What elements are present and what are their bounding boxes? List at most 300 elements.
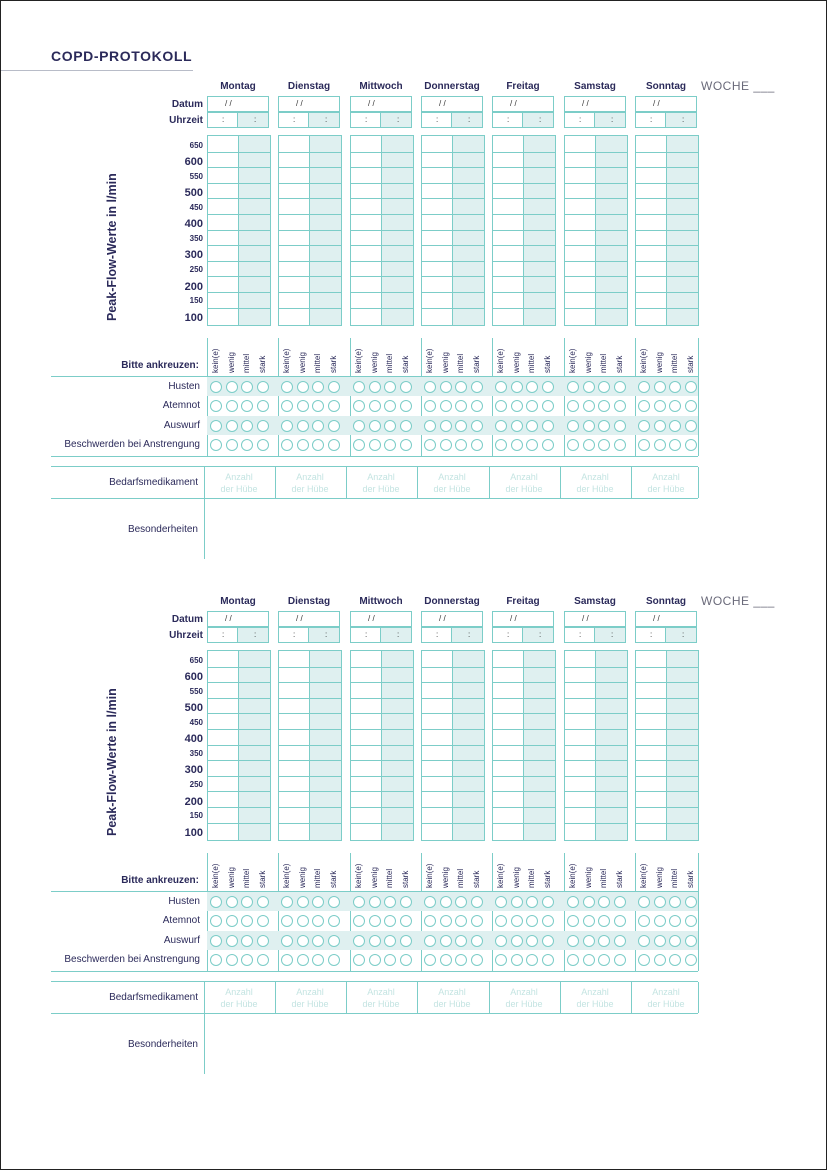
date-separators: / / (582, 614, 589, 623)
severity-checkbox[interactable] (654, 954, 666, 966)
severity-checkbox[interactable] (281, 954, 293, 966)
severity-checkbox[interactable] (297, 935, 309, 947)
severity-checkbox[interactable] (567, 935, 579, 947)
peak-flow-gridline (422, 807, 484, 808)
peak-flow-gridline (636, 167, 698, 168)
puff-count-field[interactable] (277, 471, 343, 495)
puff-count-field[interactable] (633, 471, 699, 495)
severity-checkbox[interactable] (312, 954, 324, 966)
puff-count-field[interactable] (348, 986, 414, 1010)
time-colon-hours: : (365, 630, 368, 639)
day-header-1: Dienstag (287, 81, 331, 92)
severity-checkbox[interactable] (567, 954, 579, 966)
severity-checkbox[interactable] (567, 896, 579, 908)
severity-checkbox[interactable] (241, 400, 253, 412)
column-separator (698, 338, 699, 456)
severity-checkbox[interactable] (471, 915, 483, 927)
time-field[interactable] (278, 112, 340, 128)
severity-checkbox[interactable] (542, 420, 554, 432)
severity-checkbox[interactable] (257, 420, 269, 432)
peak-flow-grid[interactable] (635, 135, 699, 326)
severity-checkbox[interactable] (424, 400, 436, 412)
severity-checkbox[interactable] (685, 420, 697, 432)
severity-checkbox[interactable] (471, 954, 483, 966)
peak-flow-gridline (351, 745, 413, 746)
severity-checkbox[interactable] (567, 420, 579, 432)
severity-checkbox[interactable] (654, 420, 666, 432)
severity-checkbox[interactable] (424, 915, 436, 927)
date-field[interactable] (635, 611, 697, 627)
severity-checkbox[interactable] (369, 420, 381, 432)
severity-checkbox[interactable] (369, 954, 381, 966)
severity-checkbox[interactable] (669, 439, 681, 451)
peak-flow-grid[interactable] (350, 650, 414, 841)
severity-checkbox[interactable] (297, 439, 309, 451)
severity-checkbox[interactable] (495, 420, 507, 432)
date-field[interactable] (278, 96, 340, 112)
severity-checkbox[interactable] (654, 400, 666, 412)
peak-flow-grid[interactable] (421, 135, 485, 326)
column-separator (421, 338, 422, 456)
severity-checkbox[interactable] (210, 400, 222, 412)
severity-checkbox[interactable] (424, 420, 436, 432)
severity-checkbox[interactable] (654, 896, 666, 908)
severity-checkbox[interactable] (567, 381, 579, 393)
time-colon-hours: : (507, 630, 510, 639)
peak-flow-grid[interactable] (564, 135, 628, 326)
puff-count-field[interactable] (562, 471, 628, 495)
severity-checkbox[interactable] (511, 935, 523, 947)
severity-checkbox[interactable] (542, 915, 554, 927)
date-field[interactable] (207, 96, 269, 112)
severity-checkbox[interactable] (583, 935, 595, 947)
date-field[interactable] (350, 611, 412, 627)
severity-checkbox[interactable] (384, 954, 396, 966)
severity-checkbox[interactable] (511, 420, 523, 432)
severity-checkbox[interactable] (210, 954, 222, 966)
severity-checkbox[interactable] (424, 896, 436, 908)
date-field[interactable] (635, 96, 697, 112)
puff-count-field[interactable] (633, 986, 699, 1010)
severity-checkbox[interactable] (384, 400, 396, 412)
severity-checkbox[interactable] (685, 915, 697, 927)
severity-checkbox[interactable] (440, 439, 452, 451)
severity-checkbox[interactable] (542, 439, 554, 451)
severity-checkbox[interactable] (353, 896, 365, 908)
severity-checkbox[interactable] (440, 935, 452, 947)
severity-checkbox[interactable] (210, 420, 222, 432)
severity-checkbox[interactable] (353, 954, 365, 966)
severity-checkbox[interactable] (241, 439, 253, 451)
puff-count-hint-line1: Anzahl (652, 987, 680, 997)
severity-checkbox[interactable] (424, 381, 436, 393)
severity-checkbox[interactable] (638, 381, 650, 393)
time-field[interactable] (635, 627, 697, 643)
severity-checkbox[interactable] (669, 400, 681, 412)
severity-checkbox[interactable] (424, 954, 436, 966)
severity-checkbox[interactable] (583, 954, 595, 966)
severity-checkbox[interactable] (369, 935, 381, 947)
severity-checkbox[interactable] (614, 420, 626, 432)
severity-checkbox[interactable] (328, 935, 340, 947)
severity-checkbox[interactable] (638, 896, 650, 908)
date-field[interactable] (421, 96, 483, 112)
time-field[interactable] (564, 627, 626, 643)
severity-level-label: mittel (527, 353, 536, 373)
severity-checkbox[interactable] (614, 896, 626, 908)
severity-checkbox[interactable] (328, 896, 340, 908)
severity-checkbox[interactable] (369, 896, 381, 908)
day-header-4: Freitag (506, 81, 540, 92)
severity-checkbox[interactable] (471, 420, 483, 432)
severity-checkbox[interactable] (297, 896, 309, 908)
severity-checkbox[interactable] (511, 915, 523, 927)
severity-checkbox[interactable] (638, 420, 650, 432)
severity-checkbox[interactable] (241, 915, 253, 927)
peak-flow-gridline (636, 823, 698, 824)
peak-flow-gridline (636, 713, 698, 714)
severity-level-label: kein(e) (425, 863, 434, 888)
puff-count-field[interactable] (206, 986, 272, 1010)
date-field[interactable] (564, 611, 626, 627)
severity-checkbox[interactable] (638, 935, 650, 947)
peak-flow-grid[interactable] (350, 135, 414, 326)
severity-checkbox[interactable] (384, 915, 396, 927)
severity-checkbox[interactable] (281, 400, 293, 412)
severity-checkbox[interactable] (685, 439, 697, 451)
severity-checkbox[interactable] (455, 915, 467, 927)
severity-checkbox[interactable] (542, 954, 554, 966)
severity-checkbox[interactable] (614, 400, 626, 412)
date-field[interactable] (278, 611, 340, 627)
severity-checkbox[interactable] (654, 915, 666, 927)
severity-checkbox[interactable] (583, 400, 595, 412)
severity-checkbox[interactable] (424, 439, 436, 451)
severity-checkbox[interactable] (440, 915, 452, 927)
peak-flow-tick: 250 (189, 780, 203, 789)
peak-flow-gridline (208, 276, 270, 277)
severity-checkbox[interactable] (685, 954, 697, 966)
peak-flow-grid[interactable] (492, 650, 556, 841)
severity-checkbox[interactable] (669, 915, 681, 927)
severity-checkbox[interactable] (400, 896, 412, 908)
time-field[interactable] (278, 627, 340, 643)
severity-checkbox[interactable] (210, 896, 222, 908)
severity-checkbox[interactable] (614, 935, 626, 947)
severity-checkbox[interactable] (257, 935, 269, 947)
severity-checkbox[interactable] (542, 400, 554, 412)
peak-flow-tick: 250 (189, 265, 203, 274)
severity-checkbox[interactable] (210, 915, 222, 927)
severity-checkbox[interactable] (281, 381, 293, 393)
medication-separator (631, 467, 632, 498)
severity-checkbox[interactable] (328, 439, 340, 451)
peak-flow-gridline (422, 261, 484, 262)
severity-checkbox[interactable] (542, 935, 554, 947)
peak-flow-grid[interactable] (207, 650, 271, 841)
peak-flow-grid[interactable] (207, 135, 271, 326)
severity-checkbox[interactable] (583, 915, 595, 927)
severity-checkbox[interactable] (400, 439, 412, 451)
severity-checkbox[interactable] (669, 954, 681, 966)
severity-checkbox[interactable] (400, 420, 412, 432)
severity-checkbox[interactable] (400, 915, 412, 927)
severity-checkbox[interactable] (654, 439, 666, 451)
severity-checkbox[interactable] (226, 935, 238, 947)
time-minutes-cell (237, 113, 268, 127)
date-field[interactable] (492, 611, 554, 627)
severity-checkbox[interactable] (654, 381, 666, 393)
severity-checkbox[interactable] (226, 439, 238, 451)
severity-checkbox[interactable] (312, 439, 324, 451)
severity-checkbox[interactable] (210, 381, 222, 393)
severity-checkbox[interactable] (685, 381, 697, 393)
severity-checkbox[interactable] (400, 954, 412, 966)
severity-checkbox[interactable] (210, 439, 222, 451)
severity-checkbox[interactable] (297, 420, 309, 432)
peak-flow-grid[interactable] (278, 135, 342, 326)
severity-checkbox[interactable] (598, 400, 610, 412)
severity-checkbox[interactable] (440, 381, 452, 393)
severity-checkbox[interactable] (400, 381, 412, 393)
severity-checkbox[interactable] (583, 896, 595, 908)
date-field[interactable] (207, 611, 269, 627)
day-header-1: Dienstag (287, 596, 331, 607)
severity-checkbox[interactable] (567, 439, 579, 451)
puff-count-field[interactable] (348, 471, 414, 495)
severity-checkbox[interactable] (440, 954, 452, 966)
peak-flow-gridline (422, 713, 484, 714)
severity-checkbox[interactable] (257, 381, 269, 393)
time-field[interactable] (564, 112, 626, 128)
severity-checkbox[interactable] (312, 915, 324, 927)
severity-checkbox[interactable] (353, 935, 365, 947)
puff-count-hint-line2: der Hübe (505, 484, 543, 494)
peak-flow-gridline (422, 745, 484, 746)
severity-checkbox[interactable] (495, 381, 507, 393)
severity-checkbox[interactable] (400, 400, 412, 412)
severity-checkbox[interactable] (312, 400, 324, 412)
severity-checkbox[interactable] (495, 439, 507, 451)
week-number-field[interactable]: WOCHE ___ (701, 594, 775, 608)
severity-checkbox[interactable] (281, 439, 293, 451)
severity-checkbox[interactable] (369, 381, 381, 393)
puff-count-hint-line1: Anzahl (581, 987, 609, 997)
severity-checkbox[interactable] (638, 400, 650, 412)
peak-flow-grid[interactable] (492, 135, 556, 326)
peak-flow-gridline (565, 713, 627, 714)
date-field[interactable] (350, 96, 412, 112)
severity-checkbox[interactable] (654, 935, 666, 947)
peak-flow-grid[interactable] (564, 650, 628, 841)
severity-checkbox[interactable] (471, 381, 483, 393)
severity-checkbox[interactable] (281, 420, 293, 432)
puff-count-field[interactable] (562, 986, 628, 1010)
peak-flow-gridline (208, 807, 270, 808)
severity-checkbox[interactable] (471, 935, 483, 947)
peak-flow-gridline (279, 791, 341, 792)
date-field[interactable] (564, 96, 626, 112)
severity-level-label: wenig (511, 352, 521, 373)
severity-checkbox[interactable] (226, 954, 238, 966)
severity-checkbox[interactable] (567, 915, 579, 927)
severity-checkbox[interactable] (297, 381, 309, 393)
notes-field-border[interactable] (204, 1014, 205, 1074)
date-field[interactable] (492, 96, 554, 112)
severity-checkbox[interactable] (511, 954, 523, 966)
time-field[interactable] (421, 627, 483, 643)
severity-level-label: kein(e) (354, 863, 363, 888)
severity-checkbox[interactable] (297, 954, 309, 966)
severity-checkbox[interactable] (257, 915, 269, 927)
severity-checkbox[interactable] (226, 381, 238, 393)
severity-checkbox[interactable] (567, 400, 579, 412)
peak-flow-gridline (636, 698, 698, 699)
severity-checkbox[interactable] (685, 896, 697, 908)
time-field[interactable] (350, 627, 412, 643)
puff-count-field[interactable] (491, 471, 557, 495)
severity-checkbox[interactable] (495, 896, 507, 908)
peak-flow-grid[interactable] (635, 650, 699, 841)
severity-checkbox[interactable] (353, 420, 365, 432)
puff-count-hint-line2: der Hübe (647, 484, 685, 494)
severity-checkbox[interactable] (583, 381, 595, 393)
day-header-3: Donnerstag (424, 81, 480, 92)
severity-checkbox[interactable] (353, 915, 365, 927)
severity-checkbox[interactable] (226, 420, 238, 432)
puff-count-field[interactable] (206, 471, 272, 495)
severity-checkbox[interactable] (369, 400, 381, 412)
severity-checkbox[interactable] (526, 954, 538, 966)
peak-flow-gridline (422, 667, 484, 668)
date-field[interactable] (421, 611, 483, 627)
day-header-5: Samstag (574, 81, 616, 92)
severity-checkbox[interactable] (471, 439, 483, 451)
puff-count-field[interactable] (277, 986, 343, 1010)
time-field[interactable] (492, 627, 554, 643)
severity-checkbox[interactable] (685, 400, 697, 412)
severity-checkbox[interactable] (471, 896, 483, 908)
time-field[interactable] (421, 112, 483, 128)
severity-checkbox[interactable] (542, 896, 554, 908)
puff-count-field[interactable] (419, 471, 485, 495)
severity-checkbox[interactable] (598, 954, 610, 966)
severity-checkbox[interactable] (614, 915, 626, 927)
severity-checkbox[interactable] (638, 954, 650, 966)
severity-checkbox[interactable] (440, 400, 452, 412)
severity-checkbox[interactable] (210, 935, 222, 947)
severity-checkbox[interactable] (455, 400, 467, 412)
severity-checkbox[interactable] (257, 439, 269, 451)
severity-checkbox[interactable] (511, 896, 523, 908)
severity-checkbox[interactable] (281, 896, 293, 908)
severity-checkbox[interactable] (583, 439, 595, 451)
severity-checkbox[interactable] (495, 915, 507, 927)
peak-flow-axis-label: Peak-Flow-Werte in l/min (105, 688, 119, 836)
severity-checkbox[interactable] (353, 400, 365, 412)
severity-checkbox[interactable] (226, 915, 238, 927)
severity-checkbox[interactable] (495, 400, 507, 412)
severity-checkbox[interactable] (297, 915, 309, 927)
severity-checkbox[interactable] (440, 896, 452, 908)
severity-checkbox[interactable] (614, 381, 626, 393)
severity-checkbox[interactable] (297, 400, 309, 412)
severity-checkbox[interactable] (226, 400, 238, 412)
severity-checkbox[interactable] (400, 935, 412, 947)
severity-checkbox[interactable] (511, 400, 523, 412)
severity-checkbox[interactable] (511, 439, 523, 451)
severity-checkbox[interactable] (638, 915, 650, 927)
severity-checkbox[interactable] (440, 420, 452, 432)
severity-checkbox[interactable] (281, 935, 293, 947)
severity-checkbox[interactable] (455, 439, 467, 451)
severity-checkbox[interactable] (471, 400, 483, 412)
severity-checkbox[interactable] (328, 420, 340, 432)
time-field[interactable] (492, 112, 554, 128)
severity-checkbox[interactable] (495, 935, 507, 947)
puff-count-field[interactable] (491, 986, 557, 1010)
severity-checkbox[interactable] (685, 935, 697, 947)
severity-level-label: wenig (297, 867, 307, 888)
severity-checkbox[interactable] (598, 915, 610, 927)
severity-checkbox[interactable] (526, 400, 538, 412)
severity-checkbox[interactable] (598, 439, 610, 451)
week-number-field[interactable]: WOCHE ___ (701, 79, 775, 93)
severity-checkbox[interactable] (455, 954, 467, 966)
severity-checkbox[interactable] (424, 935, 436, 947)
severity-checkbox[interactable] (281, 915, 293, 927)
severity-checkbox[interactable] (614, 439, 626, 451)
severity-checkbox[interactable] (526, 439, 538, 451)
severity-checkbox[interactable] (353, 381, 365, 393)
severity-checkbox[interactable] (257, 896, 269, 908)
severity-checkbox[interactable] (226, 896, 238, 908)
severity-checkbox[interactable] (526, 915, 538, 927)
severity-checkbox[interactable] (328, 915, 340, 927)
severity-level-label: stark (542, 870, 552, 888)
peak-flow-grid[interactable] (421, 650, 485, 841)
severity-checkbox[interactable] (328, 954, 340, 966)
time-field[interactable] (207, 112, 269, 128)
severity-checkbox[interactable] (495, 954, 507, 966)
severity-checkbox[interactable] (369, 439, 381, 451)
puff-count-field[interactable] (419, 986, 485, 1010)
peak-flow-gridline (208, 682, 270, 683)
severity-checkbox[interactable] (328, 400, 340, 412)
severity-checkbox[interactable] (328, 381, 340, 393)
severity-checkbox[interactable] (583, 420, 595, 432)
peak-flow-grid[interactable] (278, 650, 342, 841)
time-field[interactable] (350, 112, 412, 128)
severity-checkbox[interactable] (384, 439, 396, 451)
severity-checkbox[interactable] (369, 915, 381, 927)
severity-checkbox[interactable] (241, 954, 253, 966)
time-field[interactable] (635, 112, 697, 128)
peak-flow-gridline (279, 245, 341, 246)
severity-checkbox[interactable] (614, 954, 626, 966)
severity-checkbox[interactable] (511, 381, 523, 393)
severity-checkbox[interactable] (257, 954, 269, 966)
peak-flow-gridline (208, 745, 270, 746)
severity-checkbox[interactable] (638, 439, 650, 451)
severity-checkbox[interactable] (542, 381, 554, 393)
severity-checkbox[interactable] (257, 400, 269, 412)
severity-checkbox[interactable] (353, 439, 365, 451)
time-field[interactable] (207, 627, 269, 643)
medication-separator (560, 982, 561, 1013)
column-separator (492, 853, 493, 971)
peak-flow-gridline (636, 776, 698, 777)
